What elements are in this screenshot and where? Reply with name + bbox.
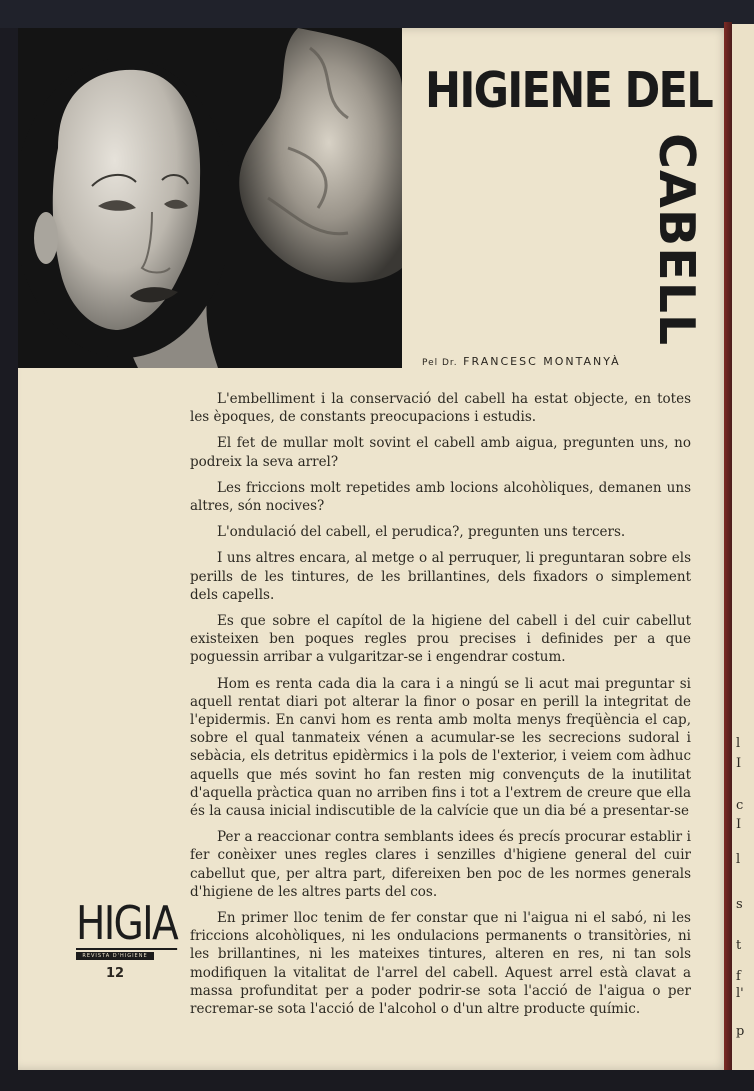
article-paragraph: I uns altres encara, al metge o al perruquer, li preguntaran sobre els perills de les tintures, de les brillantines, dels fixadors o simplement dels capells.	[190, 550, 691, 603]
next-page-fragment: p	[736, 1024, 745, 1039]
article-paragraph: Hom es renta cada dia la cara i a ningú se li acut mai preguntar si aquell rentat diari pot alterar la finor o posar en perill la integritat de l'epidermis. En canvi hom es renta amb molta menys freqüència el cap, sobre el qual tanmateix vénen a acumular-se les secrecions sudoral i sebàcia, els detritus epidèrmics i la pols de l'exterior, i veiem com àdhuc aquells que més sovint ho fan resten mig convençuts de la inutilitat d'aquella pràctica quan no arriben fins i tot a l'extrem de creure que ella és la causa inicial indiscutible de la calvície que un dia bé a presentar-se	[190, 675, 691, 820]
next-page-fragment: l	[736, 852, 741, 867]
logo-wordmark: HIGIA	[76, 896, 178, 950]
next-page-fragment: I	[736, 817, 742, 832]
page-number: 12	[106, 966, 125, 981]
next-page-fragment: l	[736, 736, 741, 751]
article-title-line1: HIGIENE DEL	[425, 62, 712, 119]
article-paragraph: En primer lloc tenim de fer constar que ni l'aigua ni el sabó, ni les friccions alcohòliques, ni les ondulacions permanents o transitòries, ni les brillantines, ni les mateixes tintures, alteren en res, ni tan sols modifiquen la vitalitat de l'arrel del cabell. Aquest arrel està clavat a massa profunditat per a poder podrir-se sota l'acció de l'aigua o per recremar-se sota l'acció de l'alcohol o d'un altre producte químic.	[190, 910, 691, 1018]
page-binding	[724, 22, 732, 1074]
next-page-edge	[732, 24, 754, 1076]
article-body	[190, 390, 691, 1026]
article-title-line2: CABELL	[648, 133, 705, 347]
next-page-fragment: t	[736, 938, 742, 953]
next-page-fragment: l'	[736, 986, 744, 1001]
logo-subtitle: REVISTA D'HIGIENE	[76, 952, 154, 960]
byline-prefix: Pel Dr.	[422, 358, 458, 368]
next-page-fragment: I	[736, 756, 742, 771]
article-paragraph: Les friccions molt repetides amb locions alcohòliques, demanen uns altres, són nocives?	[190, 479, 691, 515]
scan-background-bottom	[0, 1070, 754, 1091]
byline	[422, 355, 621, 368]
magazine-logo	[76, 896, 178, 960]
next-page-fragment: c	[736, 798, 744, 813]
article-paragraph: El fet de mullar molt sovint el cabell amb aigua, pregunten uns, no podreix la seva arrel?	[190, 435, 691, 470]
article-paragraph: Per a reaccionar contra semblants idees és precís procurar establir i fer conèixer unes regles clares i senzilles d'higiene general del cuir cabellut que, per altra part, difereixen ben poc de les normes generals d'higiene de les altres parts del cos.	[190, 829, 691, 900]
next-page-fragment: s	[736, 897, 743, 912]
article-paragraph: L'ondulació del cabell, el perudica?, pregunten uns tercers.	[217, 524, 626, 541]
next-page-fragment: f	[736, 969, 741, 984]
mannequin-photo	[18, 28, 402, 368]
article-paragraph: Es que sobre el capítol de la higiene del cabell i del cuir cabellut existeixen ben poques regles prou precises i definides per a que poguessin arribar a vulgaritzar-se i engendrar costum.	[190, 613, 691, 666]
byline-author: FRANCESC MONTANYÀ	[463, 355, 621, 368]
scan-background-top	[0, 0, 754, 28]
article-paragraph: L'embelliment i la conservació del cabell ha estat objecte, en totes les èpoques, de constants preocupacions i estudis.	[190, 391, 691, 426]
